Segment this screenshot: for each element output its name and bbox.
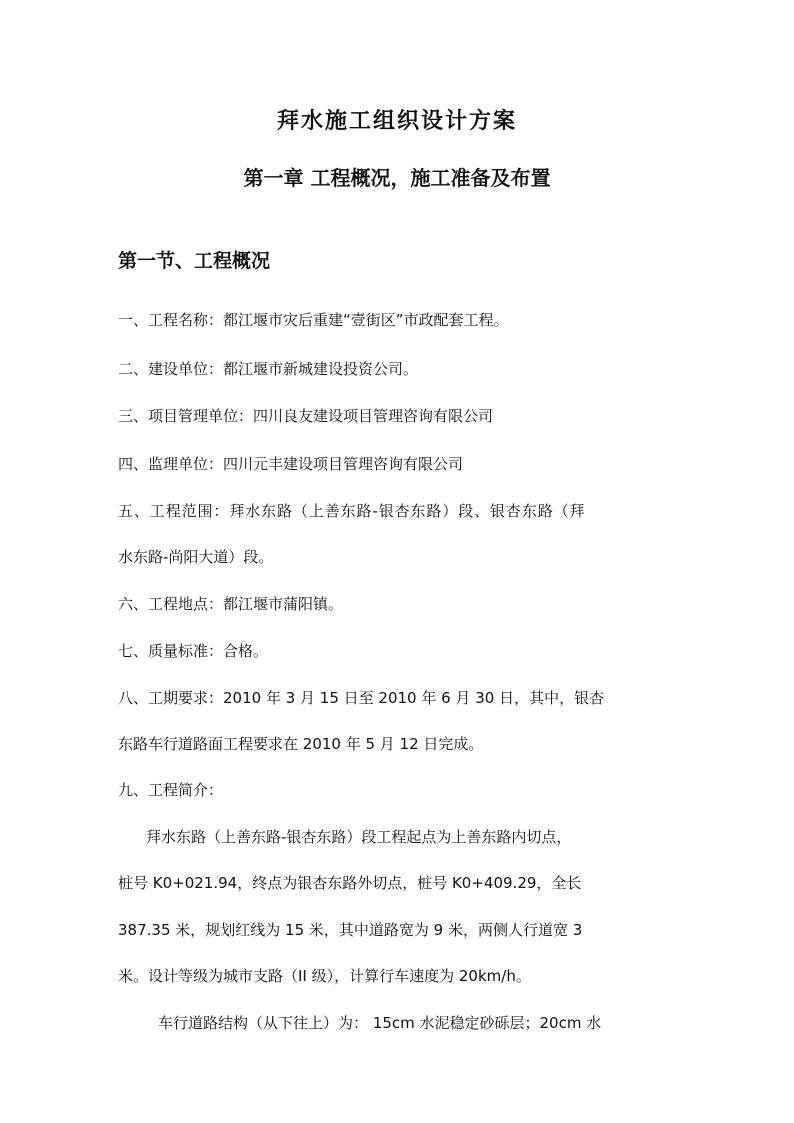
item-project-scope-continued: 水东路-尚阳大道）段。 bbox=[118, 548, 274, 566]
document-title: 拜水施工组织设计方案 bbox=[276, 109, 517, 134]
item-text: 都江堰市新城建设投资公司。 bbox=[223, 360, 419, 378]
intro-line: 米。设计等级为城市支路（II 级），计算行车速度为 20km/h。 bbox=[118, 967, 531, 985]
item-label: 五、工程范围： bbox=[118, 502, 230, 520]
section-title: 第一节、工程概况 bbox=[118, 250, 271, 272]
item-text: 合格。 bbox=[223, 642, 269, 660]
item-project-location bbox=[118, 593, 343, 614]
item-text: 四川元丰建设项目管理咨询有限公司 bbox=[223, 455, 464, 473]
item-construction-unit bbox=[118, 358, 418, 379]
item-label: 六、工程地点： bbox=[118, 595, 224, 613]
item-project-name bbox=[118, 309, 509, 330]
item-label: 八、工期要求： bbox=[118, 689, 224, 707]
item-schedule bbox=[118, 687, 604, 708]
item-label: 二、建设单位： bbox=[118, 360, 224, 378]
chapter-title: 第一章 工程概况，施工准备及布置 bbox=[243, 166, 551, 190]
item-supervision-unit bbox=[118, 453, 463, 474]
item-label: 九、工程简介： bbox=[118, 781, 224, 799]
item-label: 七、质量标准： bbox=[118, 642, 224, 660]
item-text: 四川良友建设项目管理咨询有限公司 bbox=[253, 407, 494, 425]
item-schedule-continued: 东路车行道路面工程要求在 2010 年 5 月 12 日完成。 bbox=[118, 735, 484, 753]
intro-line: 拜水东路（上善东路-银杏东路）段工程起点为上善东路内切点， bbox=[146, 828, 572, 846]
item-text: 拜水东路（上善东路-银杏东路）段、银杏东路（拜 bbox=[229, 502, 586, 520]
structure-line: 车行道路结构（从下往上）为： 15cm 水泥稳定砂砾层；20cm 水 bbox=[158, 1014, 602, 1032]
item-management-unit bbox=[118, 405, 493, 426]
item-label: 四、监理单位： bbox=[118, 455, 224, 473]
item-label: 一、工程名称： bbox=[118, 311, 224, 329]
item-label: 三、项目管理单位： bbox=[118, 407, 254, 425]
item-project-intro bbox=[118, 779, 223, 800]
item-text: 2010 年 3 月 15 日至 2010 年 6 月 30 日，其中，银杏 bbox=[223, 689, 605, 707]
item-project-scope bbox=[118, 500, 585, 521]
item-text: 都江堰市灾后重建“壹街区”市政配套工程。 bbox=[223, 311, 509, 329]
item-text: 都江堰市蒲阳镇。 bbox=[223, 595, 344, 613]
intro-line: 桩号 K0+021.94，终点为银杏东路外切点，桩号 K0+409.29，全长 bbox=[118, 874, 582, 892]
intro-line: 387.35 米，规划红线为 15 米，其中道路宽为 9 米，两侧人行道宽 3 bbox=[118, 921, 583, 939]
item-quality-standard bbox=[118, 640, 268, 661]
